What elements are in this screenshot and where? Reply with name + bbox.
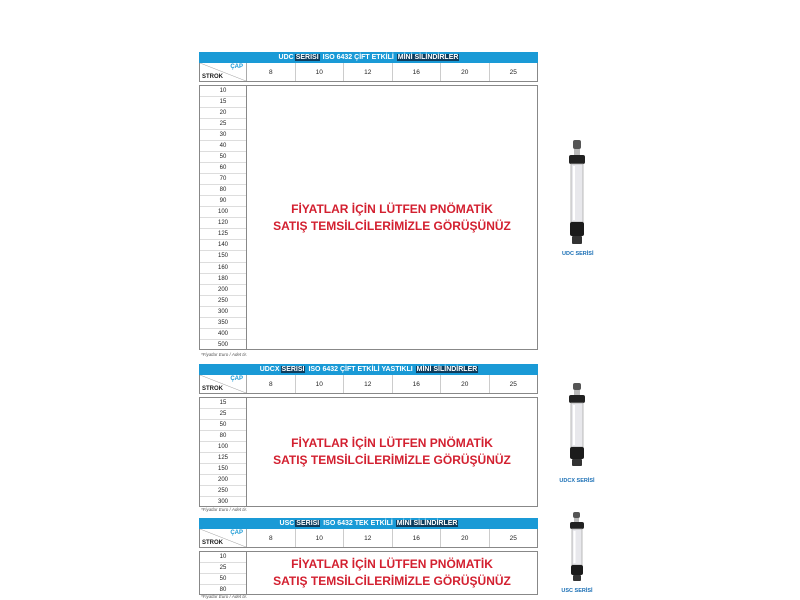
- stroke-row: 350: [200, 318, 246, 329]
- table-body: [199, 551, 538, 595]
- stroke-row: 30: [200, 130, 246, 141]
- strok-label: STROK: [202, 386, 223, 392]
- stroke-row: 80: [219, 587, 227, 593]
- price-message: [247, 398, 537, 506]
- stroke-row: 100: [200, 207, 246, 218]
- cap-label: ÇAP: [230, 64, 243, 70]
- stroke-row: 125: [200, 453, 246, 464]
- stroke-row: 10: [200, 552, 246, 563]
- stroke-row: 70: [200, 174, 246, 185]
- stroke-row: 250: [200, 486, 246, 497]
- udc-table: [199, 52, 538, 350]
- message-line: SATIŞ TEMSİLCİLERİMİZLE GÖRÜŞÜNÜZ: [273, 574, 511, 588]
- title-part: ISO 6432 ÇİFT ETKİLİ YASTIKLI: [308, 366, 413, 373]
- stroke-row: 80: [200, 431, 246, 442]
- stroke-row: 20: [200, 108, 246, 119]
- stroke-column: [200, 398, 247, 506]
- message-line: FİYATLAR İÇİN LÜTFEN PNÖMATİK: [291, 201, 493, 216]
- price-message: [247, 86, 537, 349]
- udcx-cylinder-image: [562, 383, 592, 474]
- stroke-row: 10: [200, 86, 246, 97]
- stroke-row: 150: [200, 251, 246, 262]
- usc-table: [199, 518, 538, 595]
- diameter-cell: 20: [441, 529, 490, 547]
- diameter-cell: 16: [393, 375, 442, 393]
- stroke-row: 125: [200, 229, 246, 240]
- diameter-cell: 25: [509, 68, 517, 76]
- diameter-cell: 25: [509, 380, 517, 388]
- table-title: [199, 364, 538, 375]
- udc-cylinder-image: [562, 140, 592, 253]
- stroke-row: 50: [200, 420, 246, 431]
- diameter-cell: 25: [509, 534, 517, 542]
- strok-label: STROK: [202, 74, 223, 80]
- table-body: [199, 85, 538, 350]
- stroke-row: 150: [200, 464, 246, 475]
- stroke-row: 50: [200, 152, 246, 163]
- diameter-cell: 20: [441, 375, 490, 393]
- cap-label: ÇAP: [230, 376, 243, 382]
- title-part: UDCX: [259, 366, 280, 373]
- header-corner: [200, 63, 247, 81]
- title-part: MİNİ SİLİNDİRLER: [396, 520, 458, 527]
- title-part: MİNİ SİLİNDİRLER: [416, 366, 478, 373]
- price-message: [247, 552, 537, 594]
- price-note: *Fiyatlar Euro / Adet tir.: [201, 352, 248, 357]
- stroke-row: 80: [200, 185, 246, 196]
- stroke-row: 40: [200, 141, 246, 152]
- header-corner: [200, 529, 247, 547]
- diameter-cell: 10: [296, 529, 345, 547]
- title-part: ISO 6432 TEK ETKİLİ: [323, 520, 393, 527]
- stroke-row: 300: [200, 307, 246, 318]
- header-corner: [200, 375, 247, 393]
- title-part: SERISI: [295, 54, 319, 61]
- table-title: [199, 518, 538, 529]
- message-line: SATIŞ TEMSİLCİLERİMİZLE GÖRÜŞÜNÜZ: [273, 453, 511, 467]
- diameter-cell: 8: [247, 375, 296, 393]
- stroke-row: 160: [200, 263, 246, 274]
- stroke-row: 100: [200, 442, 246, 453]
- diameter-cell: 20: [441, 63, 490, 81]
- stroke-row: 200: [200, 475, 246, 486]
- table-body: [199, 397, 538, 507]
- message-line: SATIŞ TEMSİLCİLERİMİZLE GÖRÜŞÜNÜZ: [273, 218, 511, 233]
- title-part: ISO 6432 ÇİFT ETKİLİ: [322, 54, 394, 61]
- stroke-row: 90: [200, 196, 246, 207]
- title-part: UDC: [278, 54, 294, 61]
- diameter-cell: 8: [247, 63, 296, 81]
- stroke-row: 25: [200, 409, 246, 420]
- stroke-row: 250: [200, 296, 246, 307]
- diameter-cell: 12: [344, 375, 393, 393]
- price-note: *Fiyatlar Euro / Adet tir.: [201, 507, 248, 512]
- stroke-row: 140: [200, 240, 246, 251]
- udcx-table: [199, 364, 538, 507]
- diameter-cell: 10: [296, 375, 345, 393]
- diameter-cell: 10: [296, 63, 345, 81]
- product-label: UDC SERİSİ: [562, 251, 594, 257]
- stroke-row: 120: [200, 218, 246, 229]
- title-part: USC: [279, 520, 295, 527]
- price-note: *Fiyatlar Euro / Adet tir.: [201, 594, 248, 599]
- stroke-row: 25: [200, 119, 246, 130]
- message-line: FİYATLAR İÇİN LÜTFEN PNÖMATİK: [291, 557, 493, 571]
- message-line: FİYATLAR İÇİN LÜTFEN PNÖMATİK: [291, 436, 493, 450]
- stroke-row: 180: [200, 274, 246, 285]
- stroke-column: [200, 552, 247, 594]
- table-title: [199, 52, 538, 63]
- product-label: USC SERİSİ: [561, 588, 593, 594]
- stroke-row: 50: [200, 574, 246, 585]
- diameter-header: [199, 529, 538, 548]
- cap-label: ÇAP: [230, 530, 243, 536]
- strok-label: STROK: [202, 540, 223, 546]
- product-label: UDCX SERİSİ: [559, 478, 595, 484]
- stroke-row: 200: [200, 285, 246, 296]
- title-part: SERISI: [296, 520, 320, 527]
- stroke-column: [200, 86, 247, 349]
- stroke-row: 500: [217, 341, 228, 348]
- stroke-row: 15: [200, 97, 246, 108]
- diameter-cell: 12: [344, 63, 393, 81]
- usc-cylinder-image: [564, 512, 590, 589]
- diameter-cell: 16: [393, 63, 442, 81]
- stroke-row: 25: [200, 563, 246, 574]
- diameter-cell: 12: [344, 529, 393, 547]
- diameter-cell: 8: [247, 529, 296, 547]
- stroke-row: 400: [200, 329, 246, 340]
- title-part: MİNİ SİLİNDİRLER: [397, 54, 459, 61]
- title-part: SERISI: [281, 366, 305, 373]
- stroke-row: 15: [200, 398, 246, 409]
- stroke-row: 300: [217, 499, 228, 505]
- stroke-row: 60: [200, 163, 246, 174]
- diameter-cell: 16: [393, 529, 442, 547]
- diameter-header: [199, 63, 538, 82]
- diameter-header: [199, 375, 538, 394]
